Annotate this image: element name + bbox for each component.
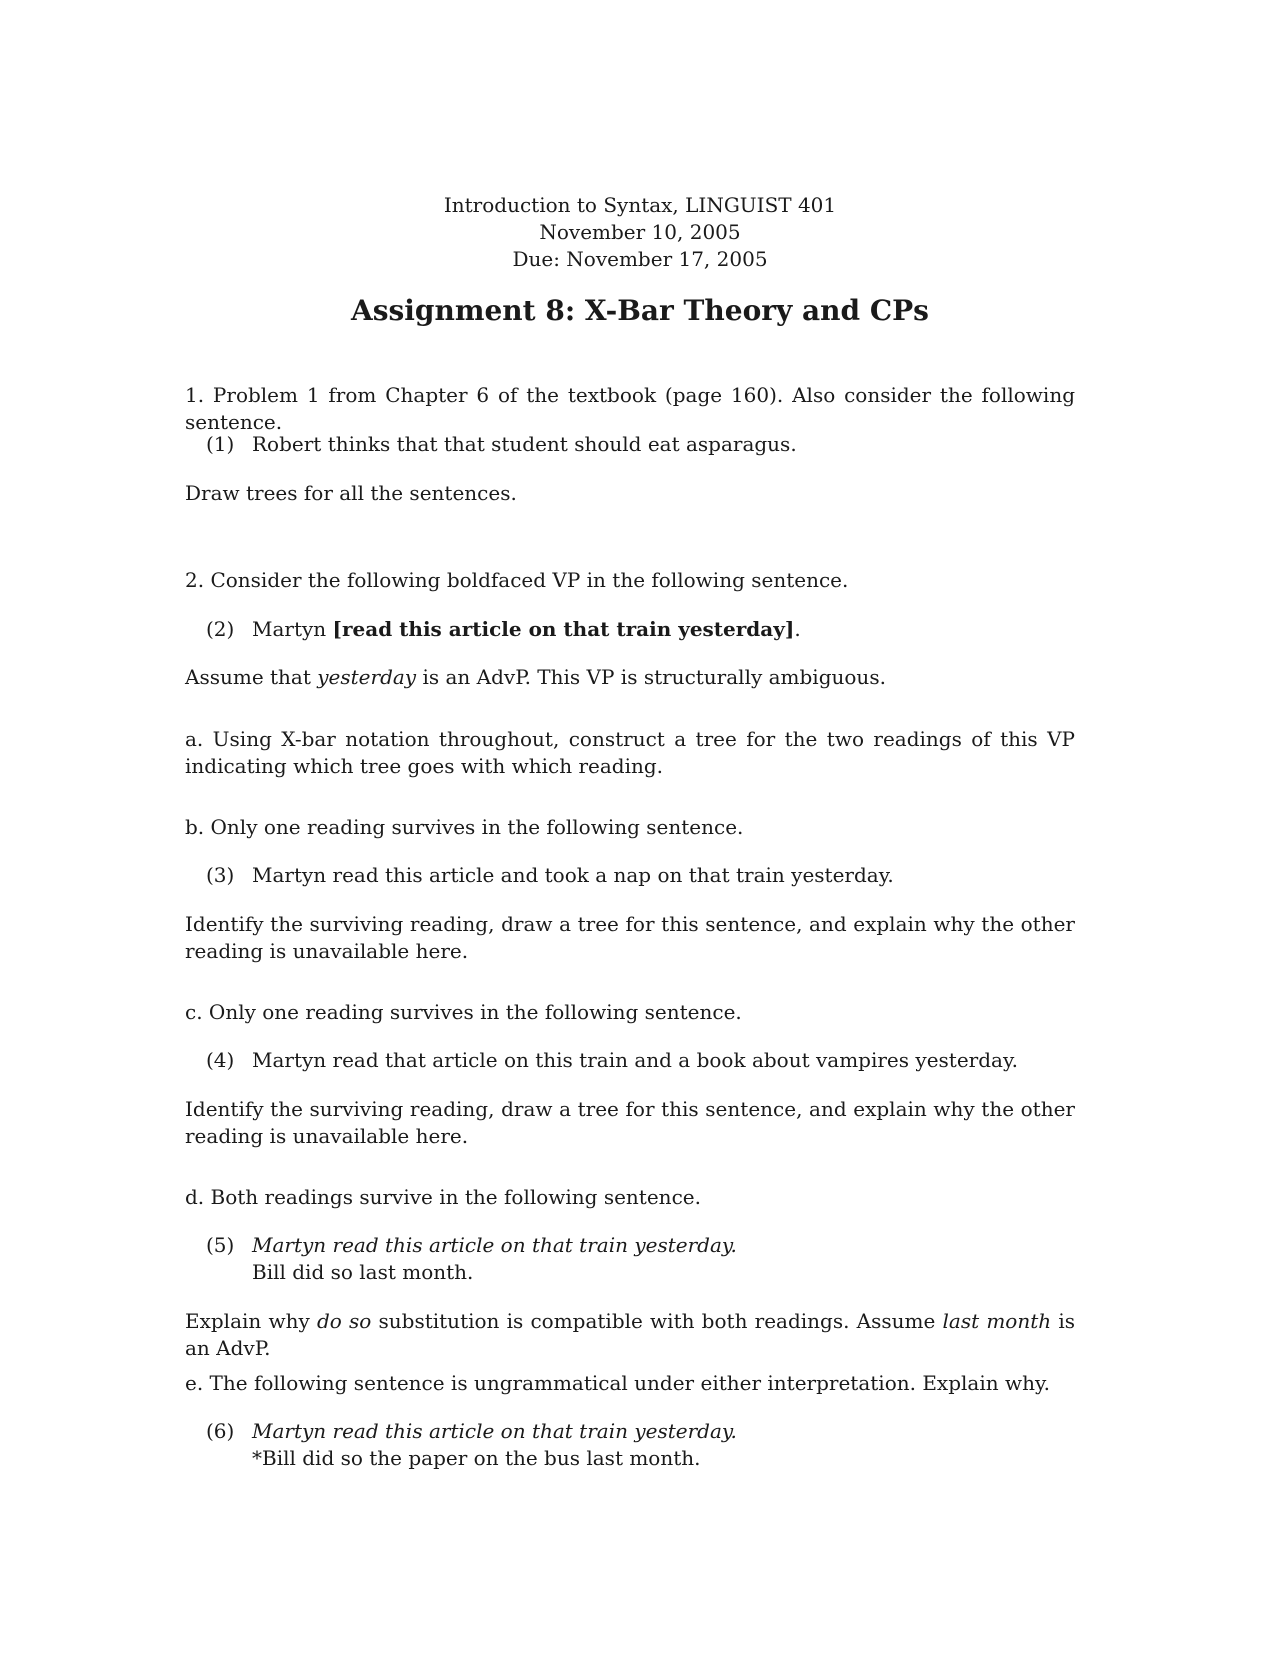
example-text: Martyn — [252, 617, 333, 641]
page-title: Assignment 8: X-Bar Theory and CPs — [351, 294, 929, 327]
question-2b-text: b. Only one reading survives in the following sentence. — [185, 815, 744, 839]
text: Explain why — [185, 1309, 317, 1333]
text: is an AdvP. — [185, 1309, 1075, 1360]
example-number: (6) — [206, 1419, 235, 1443]
question-2e-text: e. The following sentence is ungrammatical under either interpretation. Explain why. — [185, 1371, 1050, 1395]
question-2d-instruction — [185, 1308, 1075, 1362]
question-2d-text: d. Both readings survive in the following sentence. — [185, 1185, 701, 1209]
example-number: (2) — [206, 617, 235, 641]
example-number: (3) — [206, 863, 235, 887]
example-sentence-1: Martyn read this article on that train yesterday. — [252, 1233, 737, 1257]
example-number: (4) — [206, 1048, 235, 1072]
example-sentence: Martyn read this article and took a nap on that train yesterday. — [252, 863, 894, 887]
assignment-date: November 10, 2005 — [539, 220, 741, 244]
question-2c-instruction: Identify the surviving reading, draw a tree for this sentence, and explain why the other reading is unavailable here. — [185, 1097, 1075, 1148]
example-sentence-2: Bill did so last month. — [252, 1260, 474, 1284]
example-sentence-2: *Bill did so the paper on the bus last month. — [252, 1446, 701, 1470]
question-1-instruction: Draw trees for all the sentences. — [185, 481, 517, 505]
question-2-text: 2. Consider the following boldfaced VP in the following sentence. — [185, 568, 849, 592]
text: Assume that — [185, 665, 318, 689]
course-name: Introduction to Syntax, LINGUIST 401 — [443, 193, 837, 217]
text: is an AdvP. This VP is structurally ambiguous. — [416, 665, 886, 689]
due-date: Due: November 17, 2005 — [512, 247, 768, 271]
example-number: (1) — [206, 432, 235, 456]
text: substitution is compatible with both readings. Assume — [371, 1309, 943, 1333]
example-sentence-1: Martyn read this article on that train yesterday. — [252, 1419, 737, 1443]
question-2a-text: a. Using X-bar notation throughout, construct a tree for the two readings of this VP indicating which tree goes with which reading. — [185, 727, 1075, 778]
question-2-assumption — [185, 664, 1075, 691]
question-1-text: 1. Problem 1 from Chapter 6 of the textbook (page 160). Also consider the following sentence. — [185, 383, 1075, 434]
example-number: (5) — [206, 1233, 235, 1257]
example-sentence: Robert thinks that that student should eat asparagus. — [252, 432, 797, 456]
question-2b-instruction: Identify the surviving reading, draw a tree for this sentence, and explain why the other reading is unavailable here. — [185, 912, 1075, 963]
italic-term: last month — [942, 1309, 1052, 1333]
example-sentence — [252, 616, 801, 643]
italic-term: yesterday — [317, 665, 417, 689]
boldfaced-vp: [read this article on that train yesterday] — [332, 617, 795, 641]
example-sentence: Martyn read that article on this train and a book about vampires yesterday. — [252, 1048, 1018, 1072]
example-text: . — [794, 617, 801, 641]
question-2c-text: c. Only one reading survives in the following sentence. — [185, 1000, 742, 1024]
italic-term: do so — [316, 1309, 372, 1333]
